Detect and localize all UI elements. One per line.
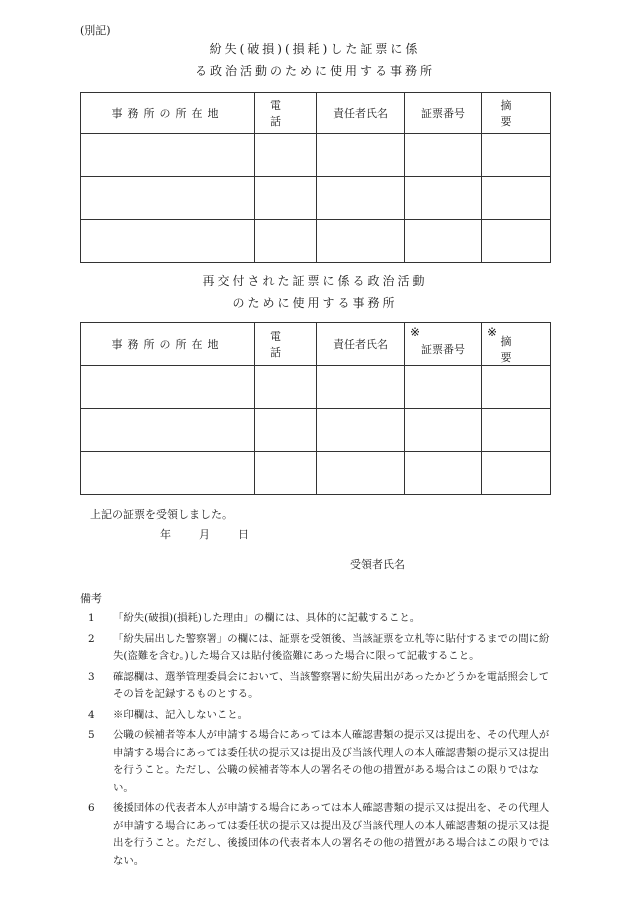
table-header-row: [81, 93, 551, 134]
remark-text: 「紛失(破損)(損耗)した理由」の欄には、具体的に記載すること。: [113, 612, 421, 624]
cell-remarks[interactable]: [482, 134, 551, 177]
cell-cert-number[interactable]: [405, 220, 482, 263]
cell-phone[interactable]: [255, 452, 317, 495]
cell-remarks[interactable]: [482, 177, 551, 220]
cell-remarks: [482, 366, 551, 409]
cell-cert-number: [405, 409, 482, 452]
cell-address[interactable]: [81, 177, 255, 220]
remark-number: 2: [88, 632, 95, 645]
table-header-row: [81, 323, 551, 366]
cell-address[interactable]: [81, 409, 255, 452]
list-item: [80, 669, 550, 704]
date-line: [160, 526, 249, 542]
header-manager: 責任者氏名: [317, 93, 405, 134]
remarks-list: [80, 610, 550, 873]
cell-phone[interactable]: [255, 134, 317, 177]
received-statement: 上記の証票を受領しました。: [90, 508, 233, 521]
table-row: [81, 409, 551, 452]
remark-number: 5: [88, 729, 95, 741]
cell-remarks: [482, 409, 551, 452]
header-cert-number-label: 証票番号: [421, 343, 465, 356]
remark-number: 4: [88, 708, 95, 721]
header-manager: 責任者氏名: [317, 323, 405, 366]
cell-phone[interactable]: [255, 366, 317, 409]
remark-text: ※印欄は、記入しないこと。: [113, 708, 249, 721]
remark-number: 6: [88, 802, 95, 814]
cell-cert-number: [405, 366, 482, 409]
cell-address[interactable]: [81, 134, 255, 177]
header-cert-number: 証票番号: [405, 93, 482, 134]
date-month: 月: [199, 528, 210, 541]
table-row: [81, 177, 551, 220]
list-item: [80, 707, 550, 725]
signer-label: 受領者氏名: [350, 558, 405, 571]
remark-text: 確認欄は、選挙管理委員会において、当該警察署に紛失届出があったかどうかを電話照会してその旨を記録するものとする。: [113, 670, 550, 700]
cell-phone[interactable]: [255, 220, 317, 263]
cell-manager[interactable]: [317, 366, 405, 409]
cell-address[interactable]: [81, 366, 255, 409]
section1-title-line2: る政治活動のために使用する事務所: [194, 64, 435, 78]
date-year: 年: [160, 528, 171, 541]
list-item: [80, 727, 550, 797]
section1-title-line1: 紛失(破損)(損耗)した証票に係: [209, 42, 421, 56]
cell-address[interactable]: [81, 220, 255, 263]
cell-remarks: [482, 452, 551, 495]
remark-text: 公職の候補者等本人が申請する場合にあっては本人確認書類の提示又は提出を、その代理人が申請する場合にあっては委任状の提示又は提出及び当該代理人の本人確認書類の提示又は提出を行うこと。ただし、公職の候補者等本人の署名その他の措置がある場合はこの限りではない。: [113, 729, 550, 794]
cell-cert-number[interactable]: [405, 177, 482, 220]
header-address: 事務所の所在地: [81, 93, 255, 134]
lost-certificate-office-table: [80, 92, 551, 263]
section2-title-line2: のために使用する事務所: [232, 296, 398, 310]
cell-phone[interactable]: [255, 409, 317, 452]
header-cert-number: [405, 323, 482, 366]
cell-manager[interactable]: [317, 177, 405, 220]
table-row: [81, 220, 551, 263]
section2-title-line1: 再交付された証票に係る政治活動: [202, 274, 428, 288]
remark-number: 1: [88, 612, 95, 624]
cell-manager[interactable]: [317, 452, 405, 495]
cell-cert-number: [405, 452, 482, 495]
header-remarks-label: 摘 要: [500, 335, 532, 364]
header-remarks: 摘 要: [482, 93, 551, 134]
list-item: [80, 610, 550, 628]
cell-phone[interactable]: [255, 177, 317, 220]
note-tag: (別記): [80, 24, 111, 37]
cell-address[interactable]: [81, 452, 255, 495]
table-row: [81, 366, 551, 409]
remark-text: 「紛失届出した警察署」の欄には、証票を受領後、当該証票を立札等に貼付するまでの間に紛失(盗難を含む。)した場合又は貼付後盗難にあった場合に限って記載すること。: [113, 632, 550, 662]
table-row: [81, 452, 551, 495]
remark-text: 後援団体の代表者本人が申請する場合にあっては本人確認書類の提示又は提出を、その代理人が申請する場合にあっては委任状の提示又は提出及び当該代理人の本人確認書類の提示又は提出を行うこと。ただし、後援団体の代表者本人の署名その他の措置がある場合はこの限りではない。: [113, 802, 550, 867]
reissued-certificate-office-table: [80, 322, 551, 495]
remark-number: 3: [88, 670, 95, 683]
remarks-title: 備考: [80, 592, 102, 605]
cell-manager[interactable]: [317, 220, 405, 263]
date-day: 日: [238, 528, 249, 541]
office-use-mark: ※: [487, 325, 518, 339]
header-remarks: [482, 323, 551, 366]
header-phone: 電 話: [255, 323, 317, 366]
list-item: [80, 631, 550, 666]
list-item: [80, 800, 550, 870]
cell-manager[interactable]: [317, 134, 405, 177]
cell-remarks[interactable]: [482, 220, 551, 263]
header-phone: 電 話: [255, 93, 317, 134]
header-address: 事務所の所在地: [81, 323, 255, 366]
cell-manager[interactable]: [317, 409, 405, 452]
table-row: [81, 134, 551, 177]
cell-cert-number[interactable]: [405, 134, 482, 177]
office-use-mark: ※: [410, 325, 421, 339]
